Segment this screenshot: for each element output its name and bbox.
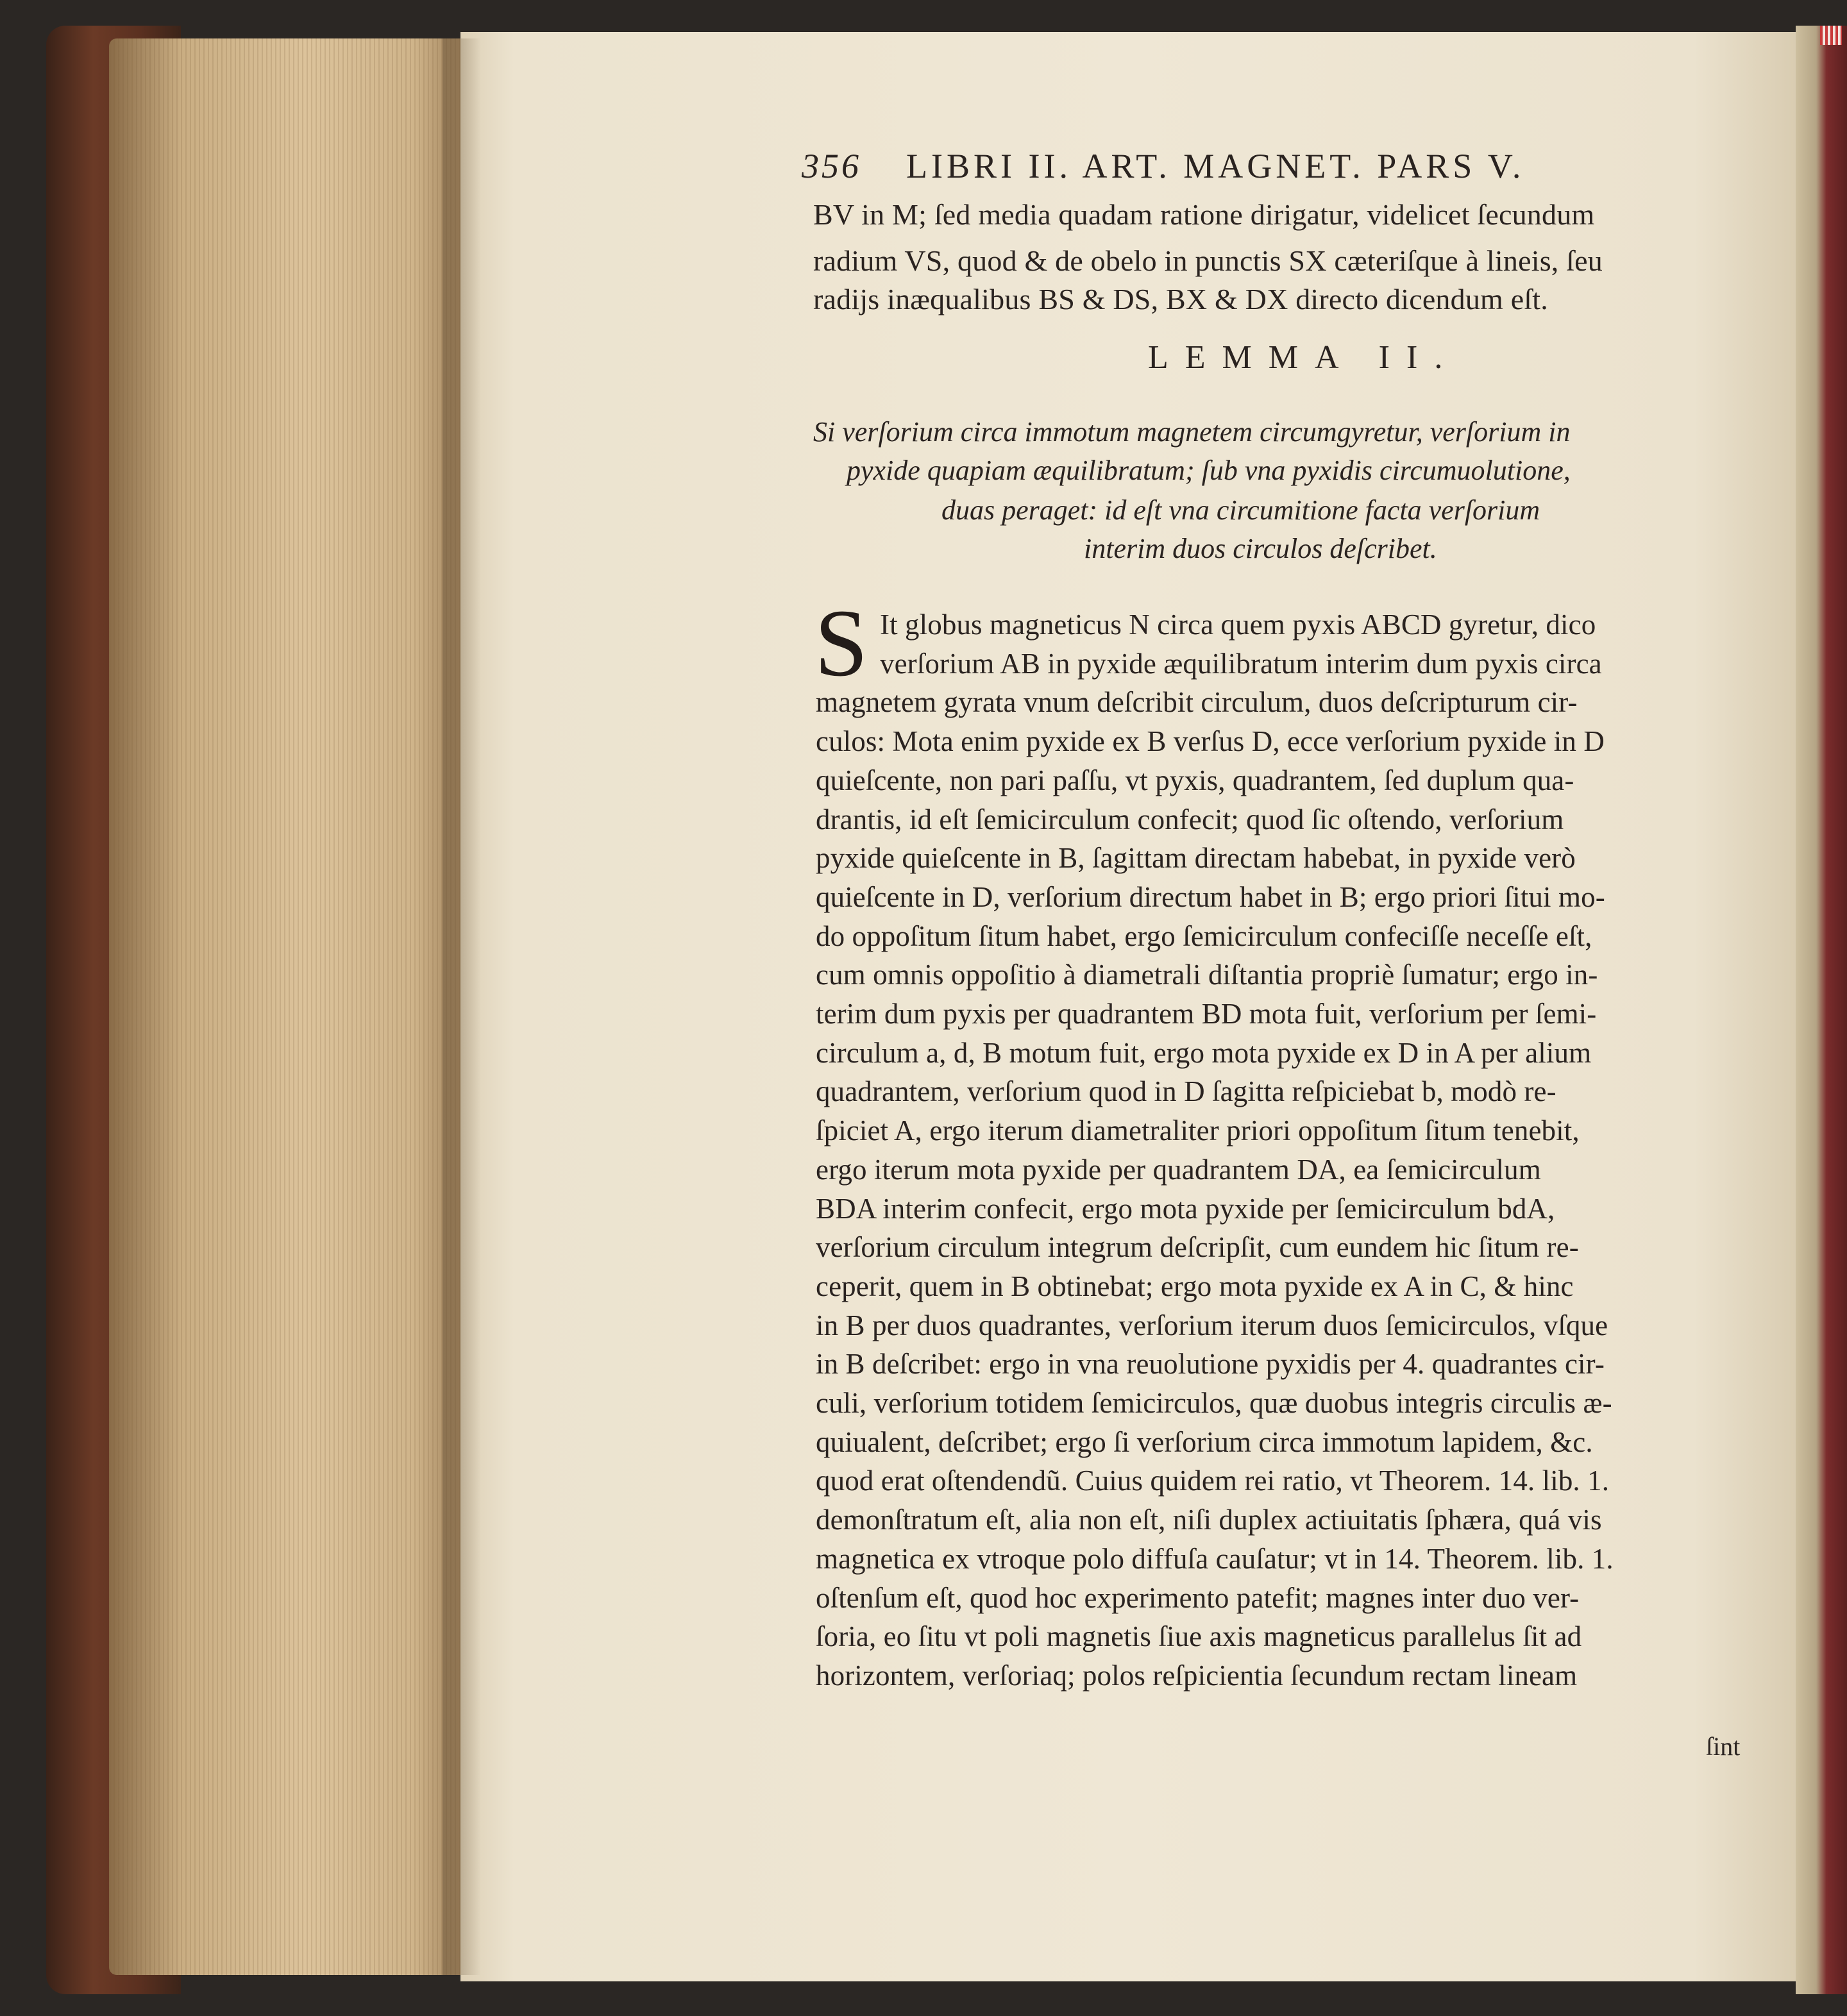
body-line: quieſcente in D, verſorium directum habet in B; ergo priori ſitui mo- [816,881,1605,913]
catchword: ſint [1706,1732,1741,1761]
body-line: verſorium circulum integrum deſcripſit, cum eundem hic ſitum re- [816,1231,1579,1263]
intro-line: radium VS, quod & de obelo in punctis SX cæteriſque à lineis, ſeu [813,244,1603,277]
body-line: terim dum pyxis per quadrantem BD mota fuit, verſorium per ſemi- [816,998,1597,1030]
running-header [802,146,1680,186]
body-line: do oppoſitum ſitum habet, ergo ſemicirculum confeciſſe neceſſe eſt, [816,920,1592,952]
body-line: verſorium AB in pyxide æquilibratum interim dum pyxis circa [880,648,1602,680]
intro-line: radijs inæqualibus BS & DS, BX & DX directo dicendum eſt. [813,283,1548,315]
body-line: circulum a, d, B motum fuit, ergo mota pyxide ex D in A per alium [816,1037,1592,1069]
body-line: quadrantem, verſorium quod in D ſagitta reſpiciebat b, modò re- [816,1075,1556,1107]
body-line: ſoria, eo ſitu vt poli magnetis ſiue axis magneticus parallelus ſit ad [816,1620,1582,1652]
proposition-line: Si verſorium circa immotum magnetem circumgyretur, verſorium in [813,416,1571,448]
body-line: ergo iterum mota pyxide per quadrantem DA, ea ſemicirculum [816,1154,1541,1186]
body-line: oſtenſum eſt, quod hoc experimento patefit; magnes inter duo ver- [816,1582,1580,1614]
running-title: LIBRI II. ART. MAGNET. PARS V. [906,147,1525,185]
facing-page-edge [1796,26,1847,1994]
gutter-shadow [443,38,481,1975]
body-line: BDA interim confecit, ergo mota pyxide per ſemicirculum bdA, [816,1193,1555,1225]
intro-line: BV in M; ſed media quadam ratione dirigatur, videlicet ſecundum [813,198,1595,231]
body-line: demonſtratum eſt, alia non eſt, niſi duplex actiuitatis ſphæra, quá vis [816,1504,1602,1536]
lemma-title: LEMMA II. [1148,339,1460,376]
body-line: quieſcente, non pari paſſu, vt pyxis, quadrantem, ſed duplum qua- [816,764,1574,796]
body-line: quiualent, deſcribet; ergo ſi verſorium circa immotum lapidem, &c. [816,1426,1593,1458]
body-line: drantis, id eſt ſemicirculum confecit; quod ſic oſtendo, verſorium [816,803,1564,836]
body-line: horizontem, verſoriaq; polos reſpicientia ſecundum rectam lineam [816,1659,1578,1692]
bookmark-ribbon [1820,26,1842,45]
proposition-line: pyxide quapiam æquilibratum; ſub vna pyxidis circumuolutione, [847,455,1571,486]
body-line: quod erat oſtendendũ. Cuius quidem rei ratio, vt Theorem. 14. lib. 1. [816,1465,1610,1497]
body-line: in B per duos quadrantes, verſorium iterum duos ſemicirculos, vſque [816,1309,1608,1341]
body-line: in B deſcribet: ergo in vna reuolutione pyxidis per 4. quadrantes cir- [816,1348,1605,1380]
body-line: culos: Mota enim pyxide ex B verſus D, ecce verſorium pyxide in D [816,725,1605,757]
proposition-line: duas peraget: id eſt vna circumitione facta verſorium [941,494,1540,526]
page-edges [109,38,468,1975]
body-line: magnetica ex vtroque polo diffuſa cauſatur; vt in 14. Theorem. lib. 1. [816,1543,1614,1575]
body-line: magnetem gyrata vnum deſcribit circulum, duos deſcripturum cir- [816,686,1578,718]
body-line: ſpiciet A, ergo iterum diametraliter priori oppoſitum ſitum tenebit, [816,1114,1580,1147]
body-line: It globus magneticus N circa quem pyxis ABCD gyretur, dico [880,609,1596,641]
body-line: culi, verſorium totidem ſemicirculos, quæ duobus integris circulis æ- [816,1387,1612,1419]
body-line: cum omnis oppoſitio à diametrali diſtantia propriè ſumatur; ergo in- [816,959,1598,991]
drop-cap: S [814,590,868,696]
body-line: pyxide quieſcente in B, ſagittam directam habebat, in pyxide verò [816,842,1576,874]
page-number: 356 [802,147,861,185]
body-line: ceperit, quem in B obtinebat; ergo mota pyxide ex A in C, & hinc [816,1270,1574,1302]
proposition-line: interim duos circulos deſcribet. [1084,533,1437,564]
